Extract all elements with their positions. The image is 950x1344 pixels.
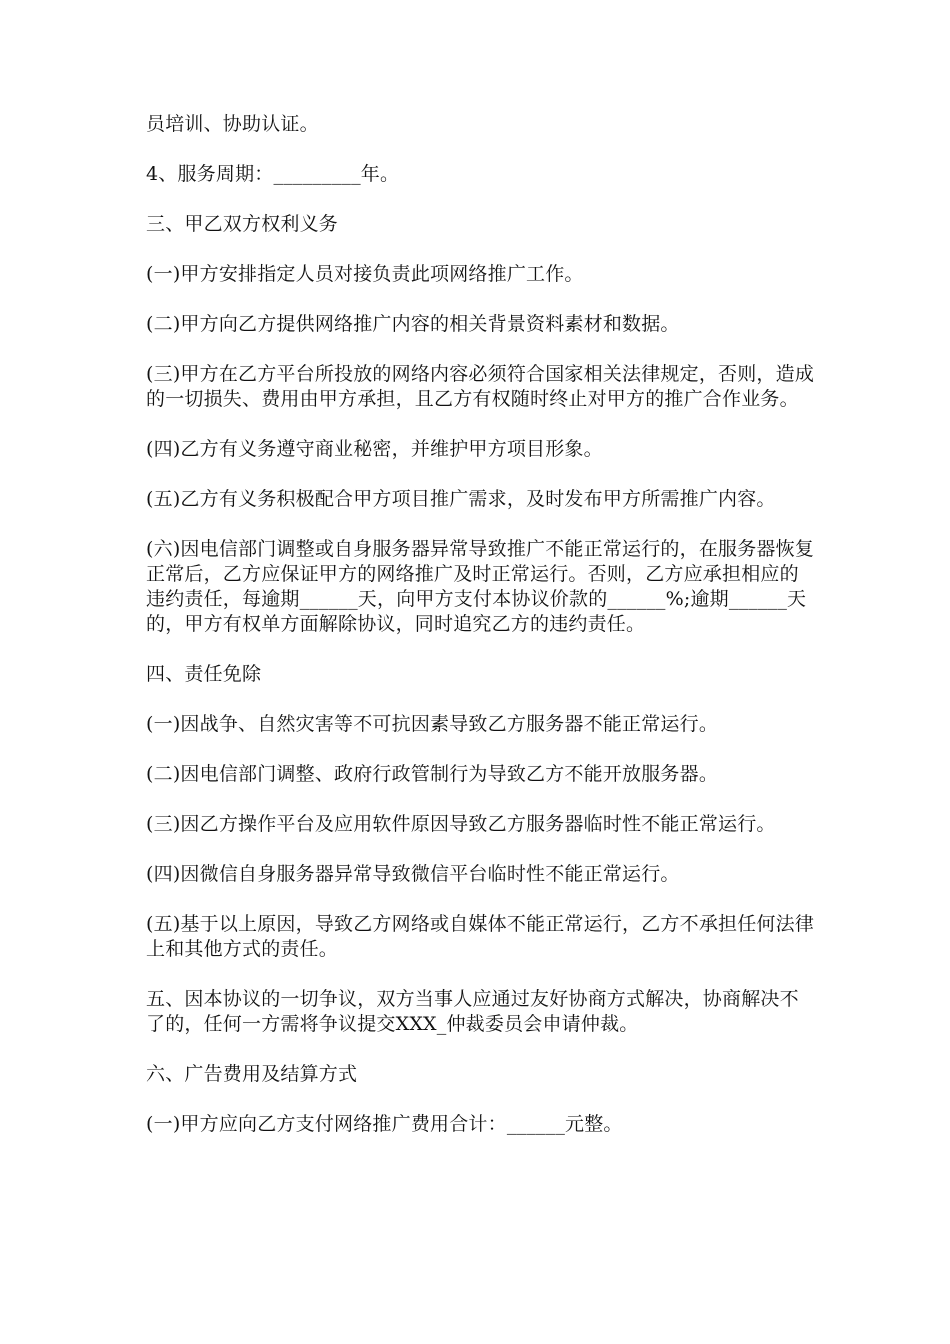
clause-4-4: (四)因微信自身服务器异常导致微信平台临时性不能正常运行。 — [146, 863, 680, 885]
clause-3-1: (一)甲方安排指定人员对接负责此项网络推广工作。 — [146, 263, 584, 285]
clause-4-2: (二)因电信部门调整、政府行政管制行为导致乙方不能开放服务器。 — [146, 763, 719, 785]
clause-4-3: (三)因乙方操作平台及应用软件原因导致乙方服务器临时性不能正常运行。 — [146, 813, 776, 835]
clause-3-4: (四)乙方有义务遵守商业秘密，并维护甲方项目形象。 — [146, 438, 603, 460]
clause-6-1: (一)甲方应向乙方支付网络推广费用合计：______元整。 — [146, 1113, 623, 1135]
clause-3-2: (二)甲方向乙方提供网络推广内容的相关背景资料素材和数据。 — [146, 313, 680, 335]
document-body — [146, 112, 816, 1162]
section-heading-rights-obligations: 三、甲乙双方权利义务 — [146, 213, 339, 235]
clause-4-5: (五)基于以上原因，导致乙方网络或自媒体不能正常运行，乙方不承担任何法律上和其他方式的责任。 — [146, 913, 815, 960]
section-heading-fees-settlement: 六、广告费用及结算方式 — [146, 1063, 358, 1085]
clause-3-6: (六)因电信部门调整或自身服务器异常导致推广不能正常运行的，在服务器恢复正常后，乙方应保证甲方的网络推广及时正常运行。否则，乙方应承担相应的违约责任，每逾期______天，向甲方支付本协议价款的______%;逾期______天的，甲方有权单方面解除协议，同时追究乙方的违约责任。 — [146, 538, 815, 635]
clause-3-3: (三)甲方在乙方平台所投放的网络内容必须符合国家相关法律规定，否则，造成的一切损失、费用由甲方承担，且乙方有权随时终止对甲方的推广合作业务。 — [146, 363, 815, 410]
section-heading-liability-exemption: 四、责任免除 — [146, 663, 262, 685]
paragraph-service-period: 4、服务周期：_________年。 — [146, 163, 400, 185]
clause-3-5: (五)乙方有义务积极配合甲方项目推广需求，及时发布甲方所需推广内容。 — [146, 488, 776, 510]
section-dispute-resolution: 五、因本协议的一切争议，双方当事人应通过友好协商方式解决，协商解决不了的，任何一方需将争议提交XXX_仲裁委员会申请仲裁。 — [146, 988, 799, 1035]
clause-4-1: (一)因战争、自然灾害等不可抗因素导致乙方服务器不能正常运行。 — [146, 713, 719, 735]
paragraph-training-certification: 员培训、协助认证。 — [146, 113, 319, 135]
